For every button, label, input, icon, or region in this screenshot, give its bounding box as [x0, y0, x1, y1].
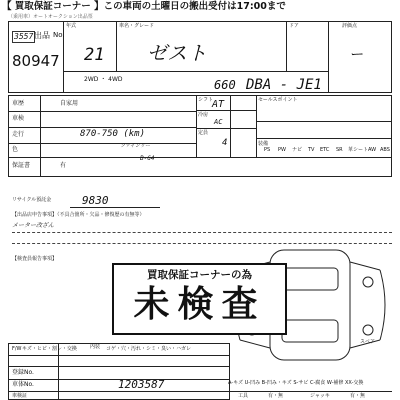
equipment-item: PS — [264, 147, 271, 153]
history-value: 自家用 — [60, 100, 79, 107]
car-name-label: 車名・グレード — [119, 23, 155, 29]
ac-value: AC — [214, 118, 223, 126]
lot-number: 80947 — [12, 52, 60, 70]
model-code: DBA - JE1 — [246, 77, 322, 93]
inspector-heading: 【検査員報告事項】 — [12, 256, 58, 262]
equipment-item: ETC — [320, 147, 330, 153]
equipment-item: TV — [308, 147, 315, 153]
equipment-item: 革シート — [348, 147, 369, 153]
color-note: ファインリー — [120, 143, 150, 149]
evaluation-score: ー — [349, 47, 363, 63]
fw-label: F/W — [12, 346, 22, 352]
chassis-label: 車体No. — [12, 381, 34, 388]
sales-point-label: セールスポイント — [258, 97, 298, 103]
equipment-item: AW — [368, 147, 377, 153]
drive-type: 2WD ・ 4WD — [84, 76, 123, 83]
not-inspected-stamp — [112, 263, 287, 335]
score-label: 評価点 — [342, 23, 358, 29]
tools-status: 有・無 — [268, 393, 284, 399]
car-year: 21 — [84, 45, 105, 65]
color-code: B-64 — [140, 155, 155, 162]
equipment-item: ABS — [380, 147, 390, 153]
form-subtitle: （乗用車）オートオークション出品票 — [8, 14, 93, 20]
recycle-label: リサイクル預託金 — [12, 197, 52, 203]
interior-text: コゲ・穴・汚れ・シミ・臭い・ハガレ — [106, 346, 192, 352]
header-banner: 【 買取保証コーナー 】この車両の土曜日の搬出受付は17:00まで — [2, 1, 286, 12]
history-label: 車歴 — [12, 100, 25, 107]
lot-small-number: 3557 — [14, 32, 34, 41]
inspection-label: 車検 — [12, 115, 25, 122]
registration-label: 登録No. — [12, 369, 34, 376]
equipment-item: ナビ — [292, 147, 303, 153]
equipment-item: PW — [278, 147, 286, 153]
mileage-value: 870-750 (km) — [80, 129, 146, 139]
warranty-value: 有 — [60, 162, 67, 169]
capacity-label: 定員 — [198, 130, 209, 136]
equipment-label: 装備 — [258, 141, 269, 147]
meter-note: メーター改ざん — [12, 222, 55, 229]
year-label: 年式 — [66, 23, 77, 29]
color-label: 色 — [12, 146, 19, 153]
capacity-value: 4 — [222, 138, 228, 148]
fw-text: キズ・ヒビ・割レ・交換 — [22, 346, 77, 352]
declaration-heading: 【出品店申告事項】（不具合箇所・欠品・修復歴の有無等） — [12, 212, 145, 218]
manual-label: 車検証 — [12, 393, 28, 399]
exhibitor-label: 出品 — [34, 31, 50, 40]
tools-label: 工具 — [238, 393, 249, 399]
interior-label: 内装 — [90, 344, 101, 350]
no-label: No. — [53, 31, 65, 39]
ac-label: 冷房 — [198, 112, 209, 118]
mileage-label: 走行 — [12, 131, 25, 138]
stamp-caption: 買取保証コーナーの為 — [147, 269, 252, 281]
chassis-number: 1203587 — [118, 378, 165, 391]
warranty-label: 保証書 — [12, 162, 31, 169]
shift-label: シフト — [198, 97, 214, 103]
car-name: ゼスト — [147, 41, 207, 65]
door-label: ドア — [289, 23, 299, 29]
displacement: 660 — [214, 78, 236, 92]
stamp-main: 未検査 — [133, 284, 266, 325]
recycle-value: 9830 — [82, 194, 109, 207]
shift-value: AT — [212, 99, 225, 110]
damage-legend: A-キズ U-凹み B-凹み・キズ S-サビ C-腐食 W-補修 XX-交換 — [228, 380, 364, 386]
jack-status: 有・無 — [350, 393, 366, 399]
spare-label: スペア — [360, 339, 376, 345]
equipment-item: SR — [336, 147, 343, 153]
jack-label: ジャッキ — [310, 393, 330, 399]
